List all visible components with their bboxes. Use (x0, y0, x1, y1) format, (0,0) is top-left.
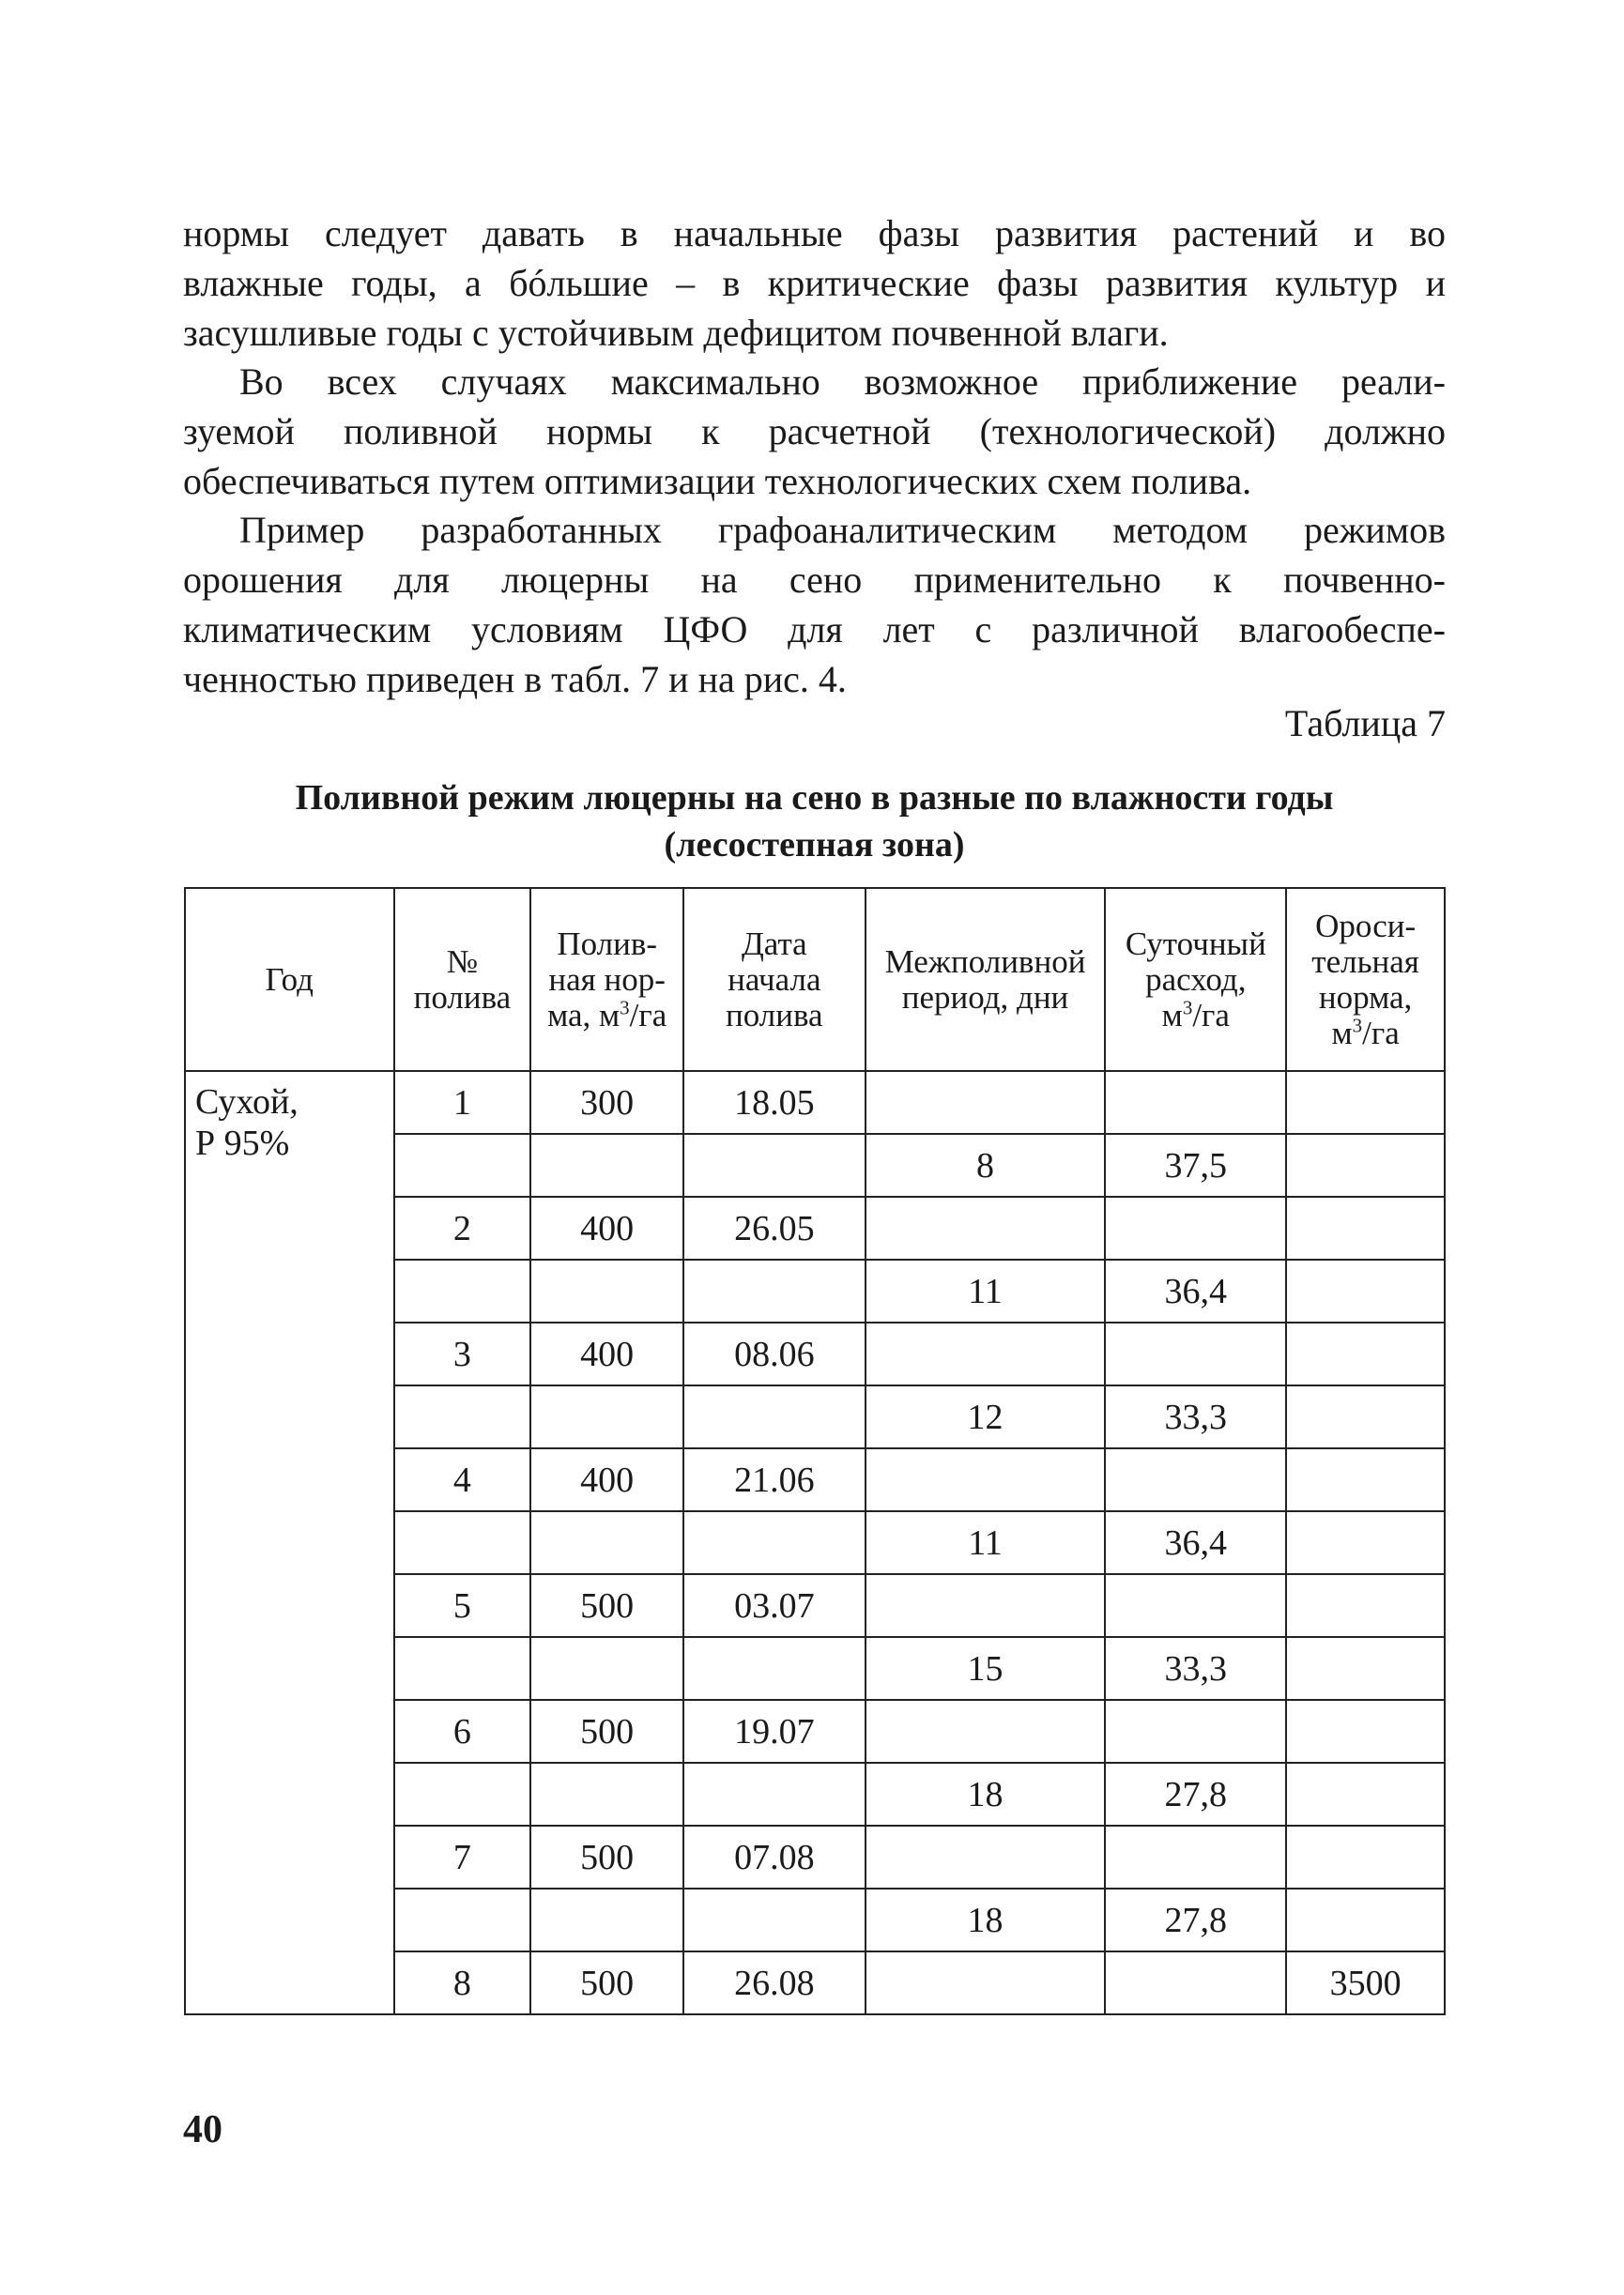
cell-irrigation: 3500 (1286, 1951, 1445, 2014)
cell-date (683, 1385, 866, 1448)
paragraph-line: обеспечиваться путем оптимизации технологических схем полива. (183, 460, 1252, 502)
paragraph-line: Пример разработанных графоаналитическим методом режимов (239, 509, 1446, 551)
header-irrigation-norm: Полив- ная нор- ма, $м^3/га$ (530, 888, 683, 1071)
header-start-date: Дата начала полива (683, 888, 866, 1071)
cell-irrigation (1286, 1511, 1445, 1574)
cell-daily (1105, 1448, 1286, 1511)
cell-daily (1105, 1197, 1286, 1260)
page-number: 40 (183, 2108, 222, 2151)
cell-irrigation (1286, 1826, 1445, 1889)
cell-date: 26.08 (683, 1951, 866, 2014)
cell-number (394, 1385, 531, 1448)
cell-number: 4 (394, 1448, 531, 1511)
cell-irrigation (1286, 1260, 1445, 1323)
cell-irrigation (1286, 1071, 1445, 1134)
cell-number: 7 (394, 1826, 531, 1889)
cell-interval: 18 (866, 1763, 1106, 1826)
cell-date: 26.05 (683, 1197, 866, 1260)
cell-number: 1 (394, 1071, 531, 1134)
paragraph-2 (183, 357, 1446, 506)
table-row (185, 1071, 1445, 1134)
paragraph-3 (183, 505, 1446, 704)
cell-number: 2 (394, 1197, 531, 1260)
cell-date (683, 1134, 866, 1197)
cell-interval: 12 (866, 1385, 1106, 1448)
cell-daily (1105, 1323, 1286, 1385)
cell-date (683, 1889, 866, 1951)
paragraph-line: климатическим условиям ЦФО для лет с различной влагообеспе- (183, 608, 1446, 650)
cell-norm: 400 (530, 1323, 683, 1385)
cell-norm (530, 1889, 683, 1951)
cell-irrigation (1286, 1197, 1445, 1260)
cell-irrigation (1286, 1134, 1445, 1197)
cell-interval (866, 1323, 1106, 1385)
cell-interval: 15 (866, 1637, 1106, 1700)
cell-interval (866, 1826, 1106, 1889)
cell-number: 8 (394, 1951, 531, 2014)
table-title (183, 774, 1446, 868)
cell-daily: 33,3 (1105, 1637, 1286, 1700)
paragraph-1 (183, 208, 1446, 358)
cell-norm (530, 1260, 683, 1323)
paragraph-line: влажные годы, а бóльшие – в критические фазы развития культур и (183, 262, 1446, 304)
cell-date: 18.05 (683, 1071, 866, 1134)
paragraph-line: засушливые годы с устойчивым дефицитом почвенной влаги. (183, 312, 1169, 354)
cell-daily (1105, 1574, 1286, 1637)
cell-daily (1105, 1951, 1286, 2014)
cell-norm: 500 (530, 1826, 683, 1889)
cell-interval (866, 1951, 1106, 2014)
cell-interval: 11 (866, 1511, 1106, 1574)
cell-interval (866, 1197, 1106, 1260)
cell-daily: 27,8 (1105, 1763, 1286, 1826)
cell-irrigation (1286, 1385, 1445, 1448)
paragraph-line: орошения для люцерны на сено применительно к почвенно- (183, 558, 1446, 601)
cell-number (394, 1260, 531, 1323)
cell-norm: 500 (530, 1951, 683, 2014)
cell-date: 07.08 (683, 1826, 866, 1889)
cell-norm: 500 (530, 1574, 683, 1637)
paragraph-line: нормы следует давать в начальные фазы развития растений и во (183, 212, 1446, 254)
table-title-line: Поливной режим люцерны на сено в разные по влажности годы (295, 778, 1334, 818)
cell-date (683, 1260, 866, 1323)
cell-daily: 27,8 (1105, 1889, 1286, 1951)
cell-interval: 8 (866, 1134, 1106, 1197)
cell-irrigation (1286, 1574, 1445, 1637)
cell-norm (530, 1763, 683, 1826)
cell-number: 5 (394, 1574, 531, 1637)
cell-interval: 11 (866, 1260, 1106, 1323)
cell-irrigation (1286, 1323, 1445, 1385)
cell-date: 08.06 (683, 1323, 866, 1385)
cell-irrigation (1286, 1889, 1445, 1951)
cell-number (394, 1889, 531, 1951)
header-daily-consumption: Суточный расход, $м^3/га$ (1105, 888, 1286, 1071)
cell-number (394, 1637, 531, 1700)
cell-date (683, 1637, 866, 1700)
cell-norm (530, 1637, 683, 1700)
cell-number: 3 (394, 1323, 531, 1385)
header-irrigation-number: № полива (394, 888, 531, 1071)
header-interval-days: Межполивной период, дни (866, 888, 1106, 1071)
cell-irrigation (1286, 1763, 1445, 1826)
cell-irrigation (1286, 1448, 1445, 1511)
cell-interval (866, 1574, 1106, 1637)
header-irrigation-total-norm: Ороси- тельная норма, $м^3/га$ (1286, 888, 1445, 1071)
header-year: Год (185, 888, 394, 1071)
cell-norm: 300 (530, 1071, 683, 1134)
cell-norm (530, 1134, 683, 1197)
cell-norm: 400 (530, 1448, 683, 1511)
cell-norm (530, 1511, 683, 1574)
table-label: Таблица 7 (1284, 702, 1446, 744)
cell-date: 19.07 (683, 1700, 866, 1763)
cell-daily (1105, 1071, 1286, 1134)
cell-date (683, 1511, 866, 1574)
cell-number (394, 1511, 531, 1574)
cell-daily: 36,4 (1105, 1260, 1286, 1323)
paragraph-line: зуемой поливной нормы к расчетной (технологической) должно (183, 410, 1446, 452)
year-cell: Сухой, Р 95% (185, 1071, 394, 2014)
cell-daily: 33,3 (1105, 1385, 1286, 1448)
cell-irrigation (1286, 1637, 1445, 1700)
cell-daily (1105, 1700, 1286, 1763)
cell-interval (866, 1448, 1106, 1511)
paragraph-line: Во всех случаях максимально возможное приближение реали- (239, 360, 1446, 403)
cell-interval: 18 (866, 1889, 1106, 1951)
cell-number (394, 1763, 531, 1826)
cell-daily (1105, 1826, 1286, 1889)
cell-interval (866, 1700, 1106, 1763)
cell-irrigation (1286, 1700, 1445, 1763)
cell-number: 6 (394, 1700, 531, 1763)
paragraph-line: ченностью приведен в табл. 7 и на рис. 4. (183, 658, 847, 700)
table-header-row (185, 888, 1445, 1071)
cell-norm: 400 (530, 1197, 683, 1260)
cell-daily: 36,4 (1105, 1511, 1286, 1574)
table-title-line: (лесостепная зона) (664, 825, 965, 864)
cell-norm: 500 (530, 1700, 683, 1763)
cell-interval (866, 1071, 1106, 1134)
cell-norm (530, 1385, 683, 1448)
cell-date: 03.07 (683, 1574, 866, 1637)
cell-date (683, 1763, 866, 1826)
cell-number (394, 1134, 531, 1197)
cell-daily: 37,5 (1105, 1134, 1286, 1197)
irrigation-table (184, 887, 1446, 2015)
cell-date: 21.06 (683, 1448, 866, 1511)
